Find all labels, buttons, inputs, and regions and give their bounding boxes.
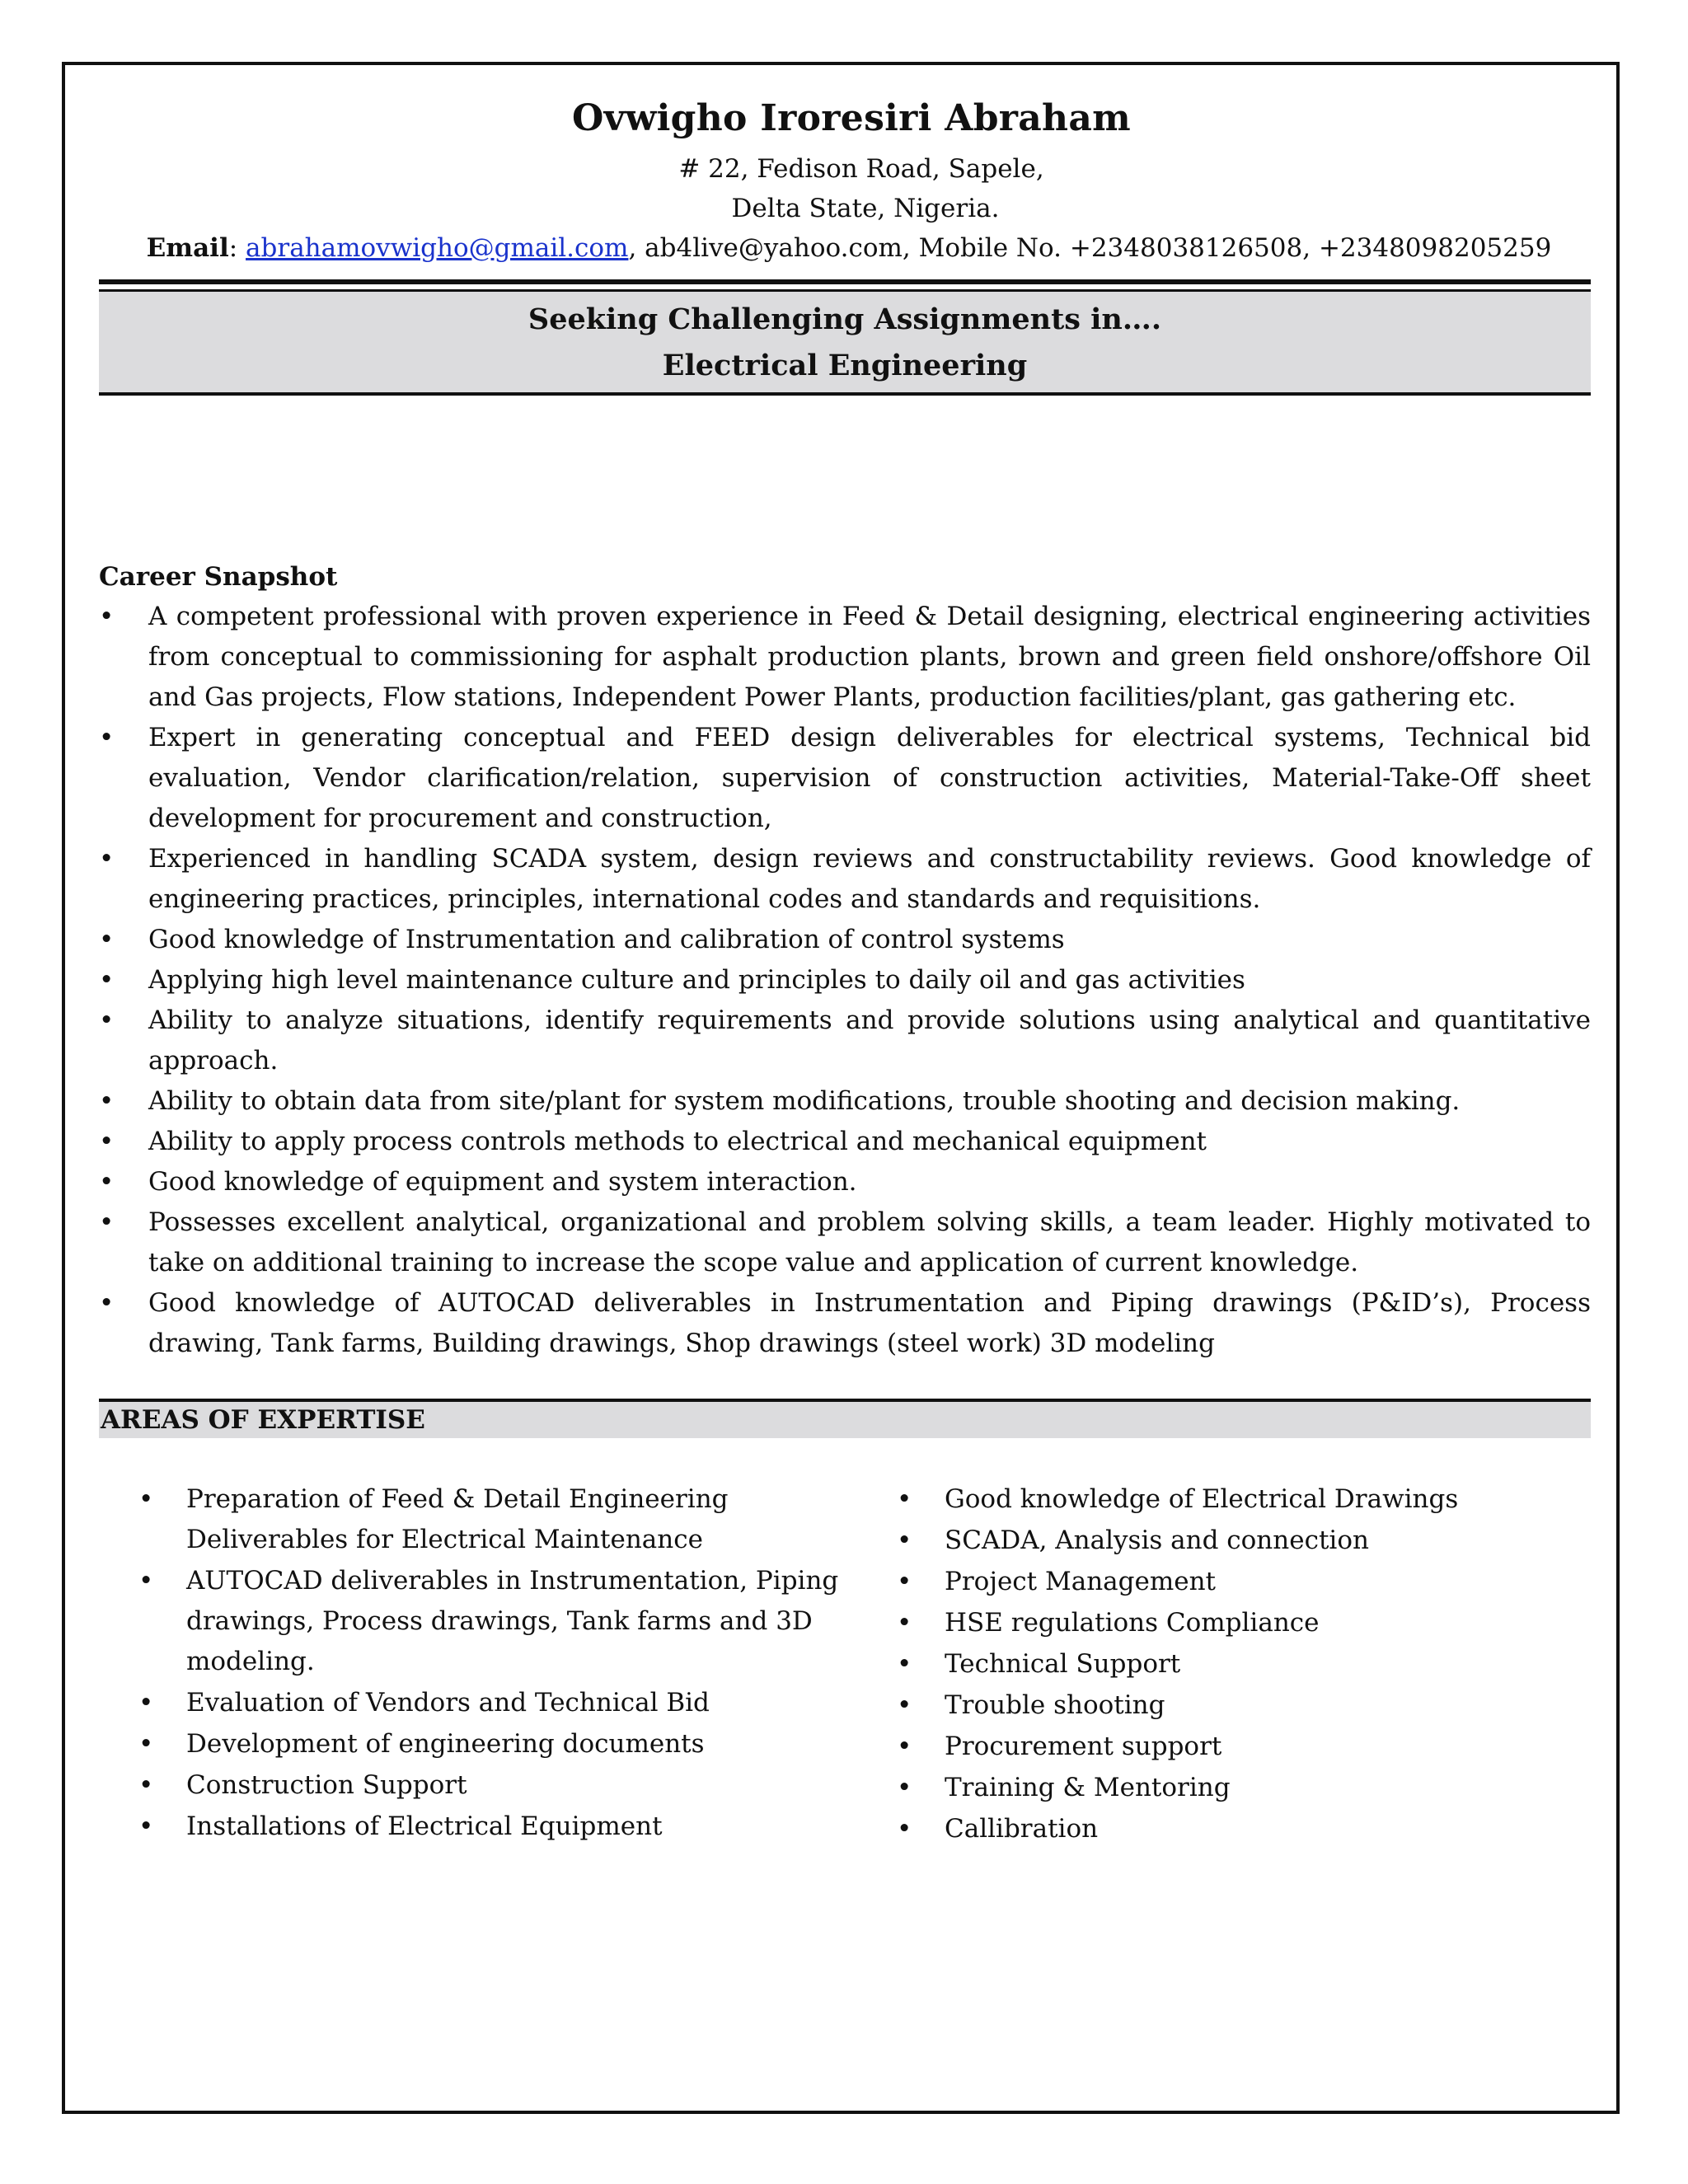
- bullet-icon: •: [99, 925, 115, 954]
- areas-of-expertise-title: AREAS OF EXPERTISE: [99, 1399, 1591, 1438]
- bullet-icon: •: [897, 1526, 912, 1555]
- list-item: • Project Management: [897, 1562, 1573, 1602]
- bullet-icon: •: [99, 1005, 115, 1035]
- career-snapshot-title: Career Snapshot: [99, 562, 338, 592]
- list-item: • Callibration: [897, 1809, 1573, 1849]
- bullet-icon: •: [897, 1814, 912, 1844]
- bullet-icon: •: [99, 1167, 115, 1197]
- candidate-name: Ovwigho Iroresiri Abraham: [571, 97, 1132, 139]
- bullet-icon: •: [99, 602, 115, 631]
- list-item: • SCADA, Analysis and connection: [897, 1521, 1573, 1561]
- list-item: • Applying high level maintenance culture and principles to daily oil and gas activities: [99, 960, 1591, 1001]
- expertise-right-column: [897, 1479, 1573, 1850]
- list-item: • Technical Support: [897, 1644, 1573, 1685]
- bullet-icon: •: [99, 844, 115, 874]
- bullet-icon: •: [138, 1811, 154, 1841]
- list-item: • Ability to obtain data from site/plant for system modifications, trouble shooting and decision making.: [99, 1081, 1591, 1122]
- list-item: • Installations of Electrical Equipment: [138, 1807, 847, 1847]
- contact-details: , ab4live@yahoo.com, Mobile No. +2348038126508, +2348098205259: [628, 233, 1552, 263]
- bullet-icon: •: [897, 1649, 912, 1679]
- objective-banner: [99, 289, 1591, 396]
- list-item: • Good knowledge of Electrical Drawings: [897, 1479, 1573, 1520]
- resume-document: [99, 97, 1591, 1908]
- bullet-icon: •: [897, 1732, 912, 1761]
- email-label: Email: [146, 233, 229, 263]
- list-item: • Good knowledge of Instrumentation and calibration of control systems: [99, 920, 1591, 960]
- bullet-icon: •: [897, 1773, 912, 1802]
- list-item: • Ability to apply process controls methods to electrical and mechanical equipment: [99, 1122, 1591, 1162]
- bullet-icon: •: [897, 1690, 912, 1720]
- list-item: • Experienced in handling SCADA system, design reviews and constructability reviews. Good knowledge of engineering practices, principles, international codes and standards and requisitions.: [99, 839, 1591, 920]
- bullet-icon: •: [138, 1566, 154, 1596]
- bullet-icon: •: [138, 1688, 154, 1718]
- list-item: • Procurement support: [897, 1727, 1573, 1767]
- list-item: • HSE regulations Compliance: [897, 1603, 1573, 1643]
- objective-line-2: Electrical Engineering: [662, 349, 1028, 382]
- list-item: • Expert in generating conceptual and FEED design deliverables for electrical systems, Technical bid evaluation, Vendor clarification/relation, supervision of construction activities, Material-Take-Off sheet development for procurement and construction,: [99, 718, 1591, 839]
- bullet-icon: •: [897, 1567, 912, 1596]
- list-item: • Ability to analyze situations, identify requirements and provide solutions using analytical and quantitative approach.: [99, 1001, 1591, 1081]
- list-item: • Construction Support: [138, 1765, 847, 1806]
- bullet-icon: •: [138, 1484, 154, 1514]
- expertise-columns: [99, 1479, 1591, 1908]
- list-item: • Evaluation of Vendors and Technical Bid: [138, 1683, 847, 1723]
- list-item: • Possesses excellent analytical, organizational and problem solving skills, a team leader. Highly motivated to take on additional training to increase the scope value and application of current knowledge.: [99, 1202, 1591, 1283]
- bullet-icon: •: [99, 1288, 115, 1318]
- bullet-icon: •: [99, 723, 115, 752]
- list-item: • Trouble shooting: [897, 1685, 1573, 1726]
- bullet-icon: •: [99, 1086, 115, 1116]
- list-item: • A competent professional with proven experience in Feed & Detail designing, electrical engineering activities from conceptual to commissioning for asphalt production plants, brown and green field onshore/offshore Oil and Gas projects, Flow stations, Independent Power Plants, production facilities/plant, gas gathering etc.: [99, 597, 1591, 718]
- address-line-1: # 22, Fedison Road, Sapele,: [678, 154, 1044, 184]
- list-item: • Preparation of Feed & Detail Engineering Deliverables for Electrical Maintenance: [138, 1479, 847, 1560]
- header-divider: [99, 279, 1591, 284]
- address-line-2: Delta State, Nigeria.: [731, 194, 1000, 223]
- bullet-icon: •: [138, 1770, 154, 1800]
- list-item: • AUTOCAD deliverables in Instrumentation, Piping drawings, Process drawings, Tank farms and 3D modeling.: [138, 1561, 847, 1682]
- objective-line-1: Seeking Challenging Assignments in….: [528, 302, 1162, 336]
- expertise-left-column: [138, 1479, 847, 1848]
- list-item: • Development of engineering documents: [138, 1724, 847, 1765]
- bullet-icon: •: [897, 1608, 912, 1638]
- bullet-icon: •: [897, 1484, 912, 1514]
- bullet-icon: •: [99, 965, 115, 995]
- email-link[interactable]: abrahamovwigho@gmail.com: [246, 233, 629, 263]
- bullet-icon: •: [99, 1207, 115, 1237]
- list-item: • Training & Mentoring: [897, 1768, 1573, 1808]
- bullet-icon: •: [138, 1729, 154, 1759]
- list-item: • Good knowledge of AUTOCAD deliverables in Instrumentation and Piping drawings (P&ID’s), Process drawing, Tank farms, Building drawings, Shop drawings (steel work) 3D modeling: [99, 1283, 1591, 1364]
- list-item: • Good knowledge of equipment and system interaction.: [99, 1162, 1591, 1202]
- bullet-icon: •: [99, 1127, 115, 1156]
- contact-line: Email: abrahamovwigho@gmail.com, ab4live@yahoo.com, Mobile No. +2348038126508, +2348098205259: [146, 233, 1552, 263]
- career-snapshot-list: [99, 597, 1591, 1364]
